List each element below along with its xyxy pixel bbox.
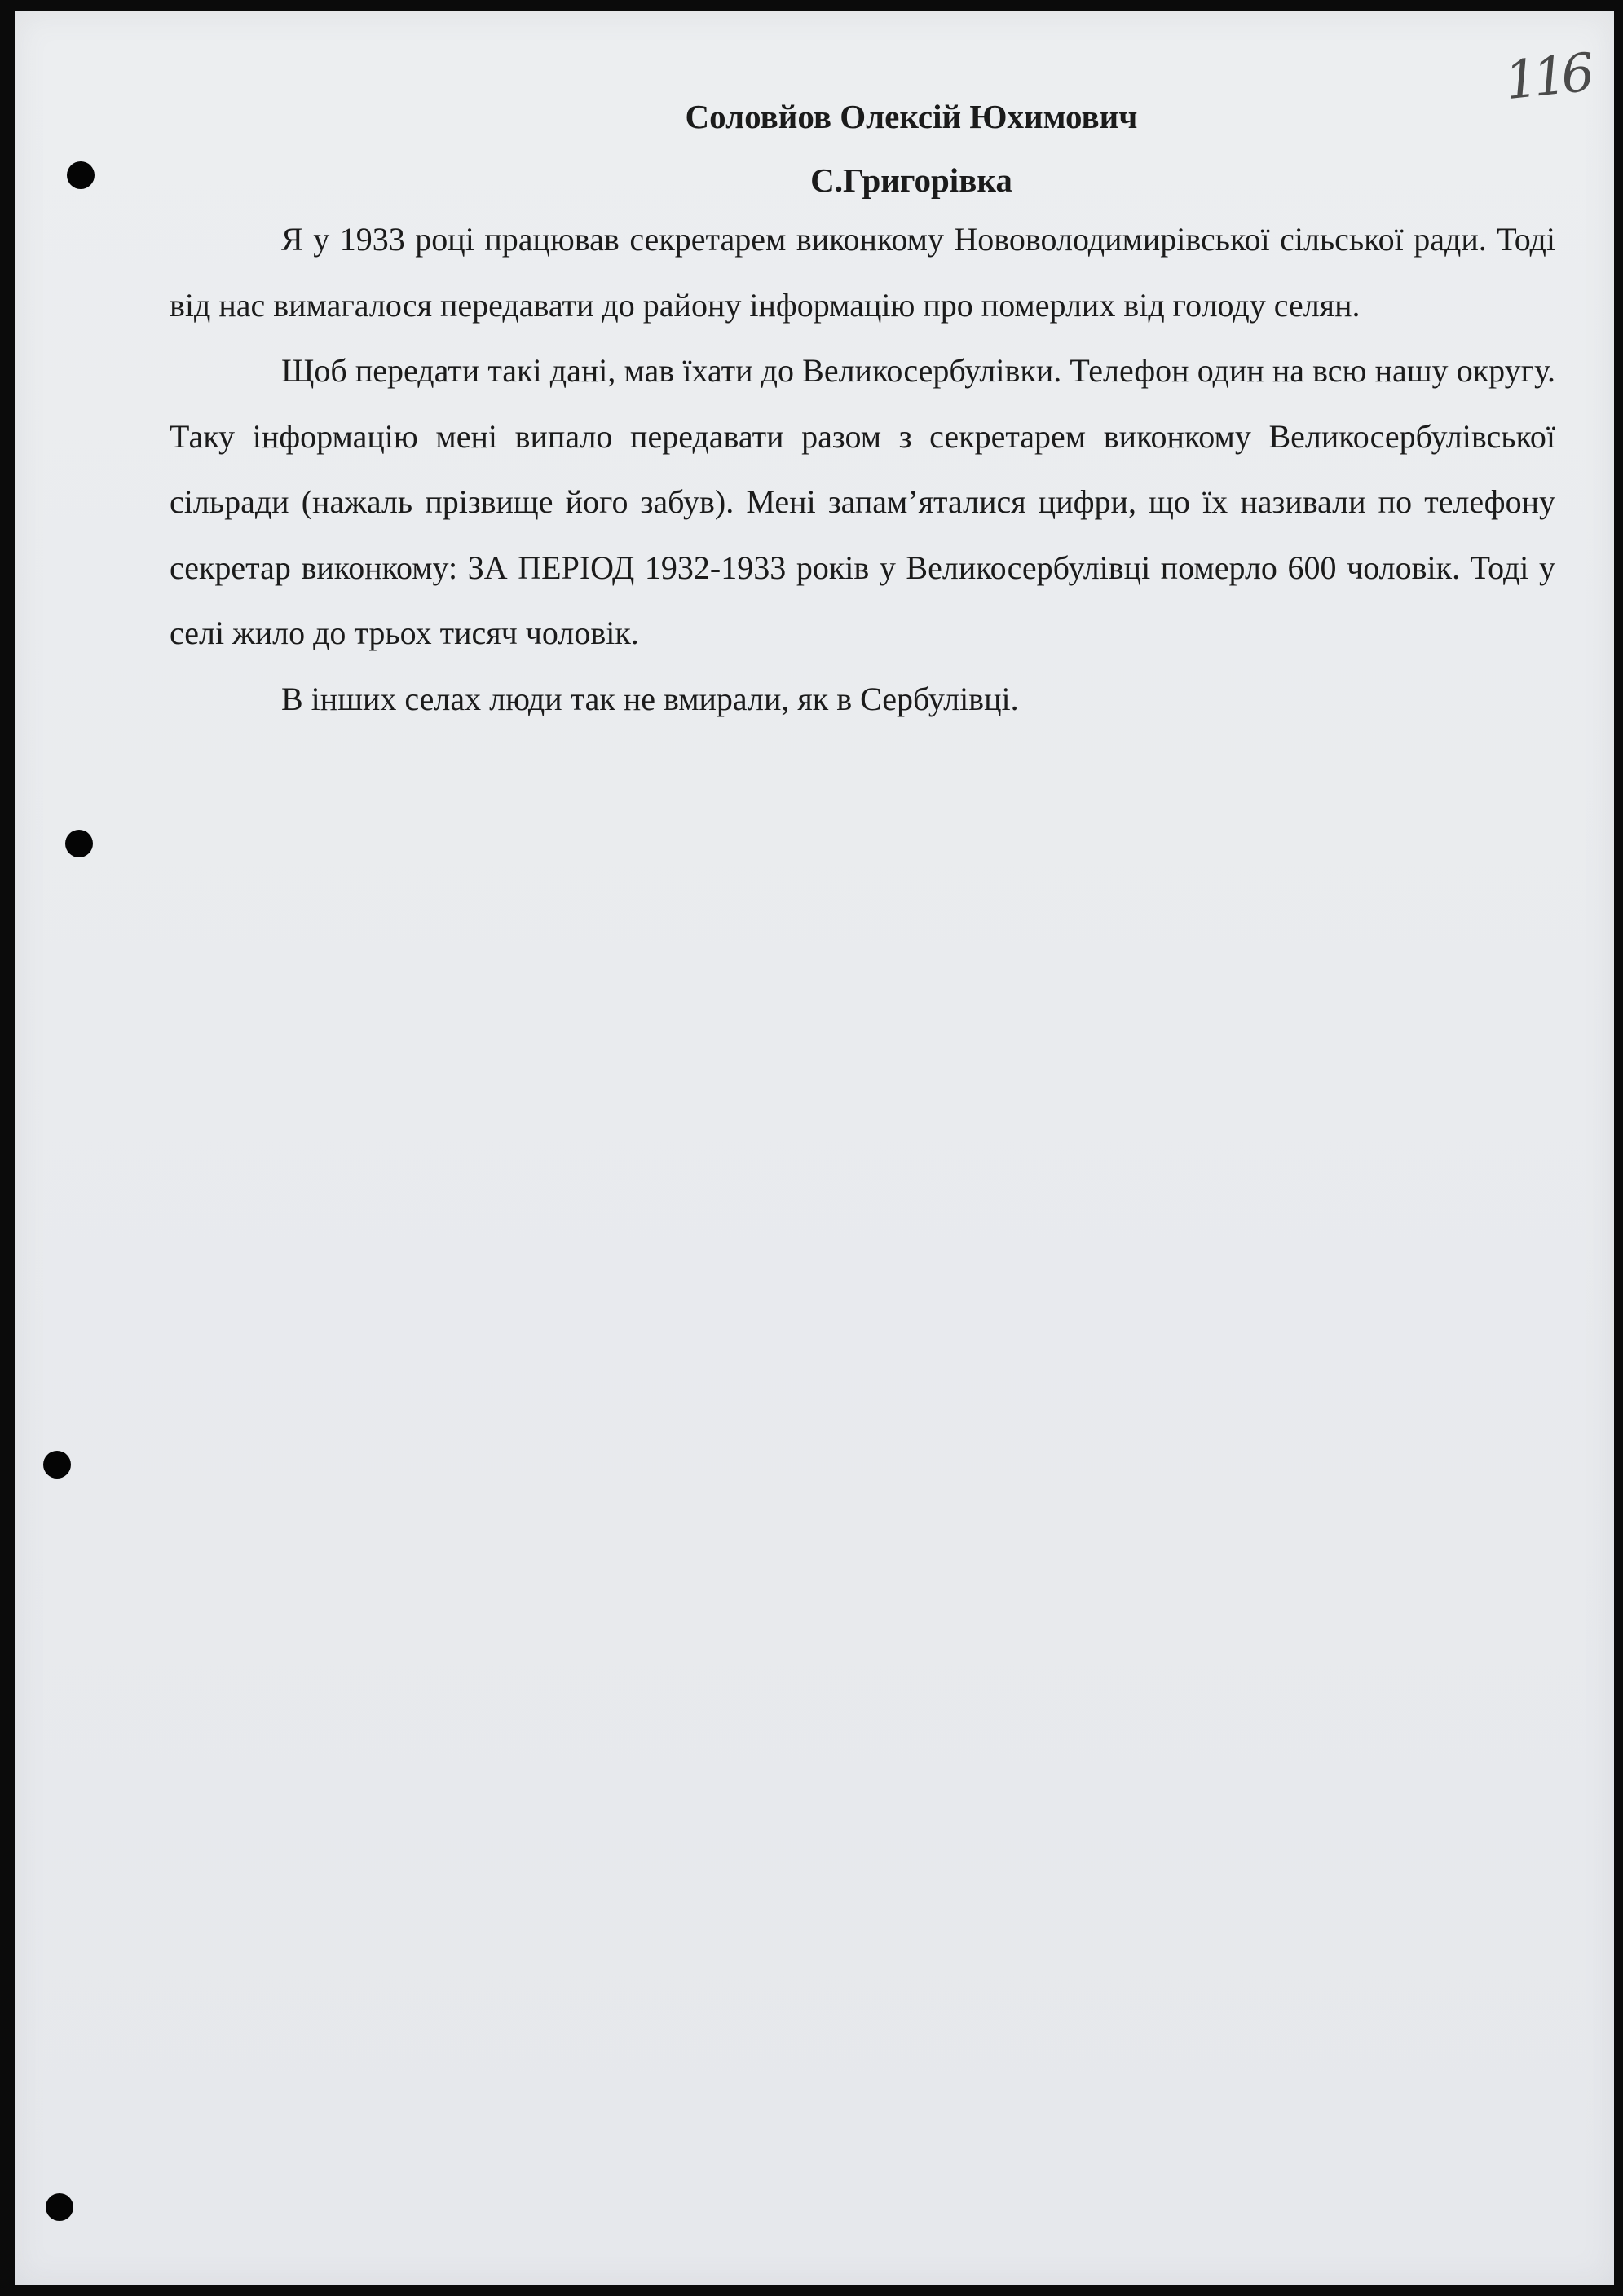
punch-hole-3: [43, 1451, 71, 1479]
punch-hole-1: [67, 161, 95, 189]
paragraph-3: В інших селах люди так не вмирали, як в Сербулівці.: [281, 680, 1019, 717]
document-body: [170, 91, 1555, 732]
paragraph-2: Щоб передати такі дані, мав їхати до Великосербулівки. Телефон один на всю нашу округу. Таку інформацію мені випало передавати разом з секретарем виконкому Великосербулівської сільради (нажаль прізвище його забув). Мені запам’яталися цифри, що їх називали по телефону секретар виконкому: ЗА ПЕРІОД 1932-1933 років у Великосербулівці померло 600 чоловік. Тоді у селі жило до трьох тисяч чоловік.: [170, 352, 1555, 651]
document-place: С.Григорівка: [810, 161, 1012, 199]
document-title: Соловйов Олексій Юхимович: [685, 98, 1138, 135]
punch-hole-4: [46, 2193, 73, 2221]
punch-hole-2: [65, 830, 93, 857]
paper-sheet: [15, 11, 1614, 2285]
paragraph-1: Я у 1933 році працював секретарем виконкому Нововолодимирівської сільської ради. Тоді від нас вимагалося передавати до району інформацію про померлих від голоду селян.: [170, 221, 1555, 324]
handwritten-folio-number: 116: [1502, 42, 1593, 112]
